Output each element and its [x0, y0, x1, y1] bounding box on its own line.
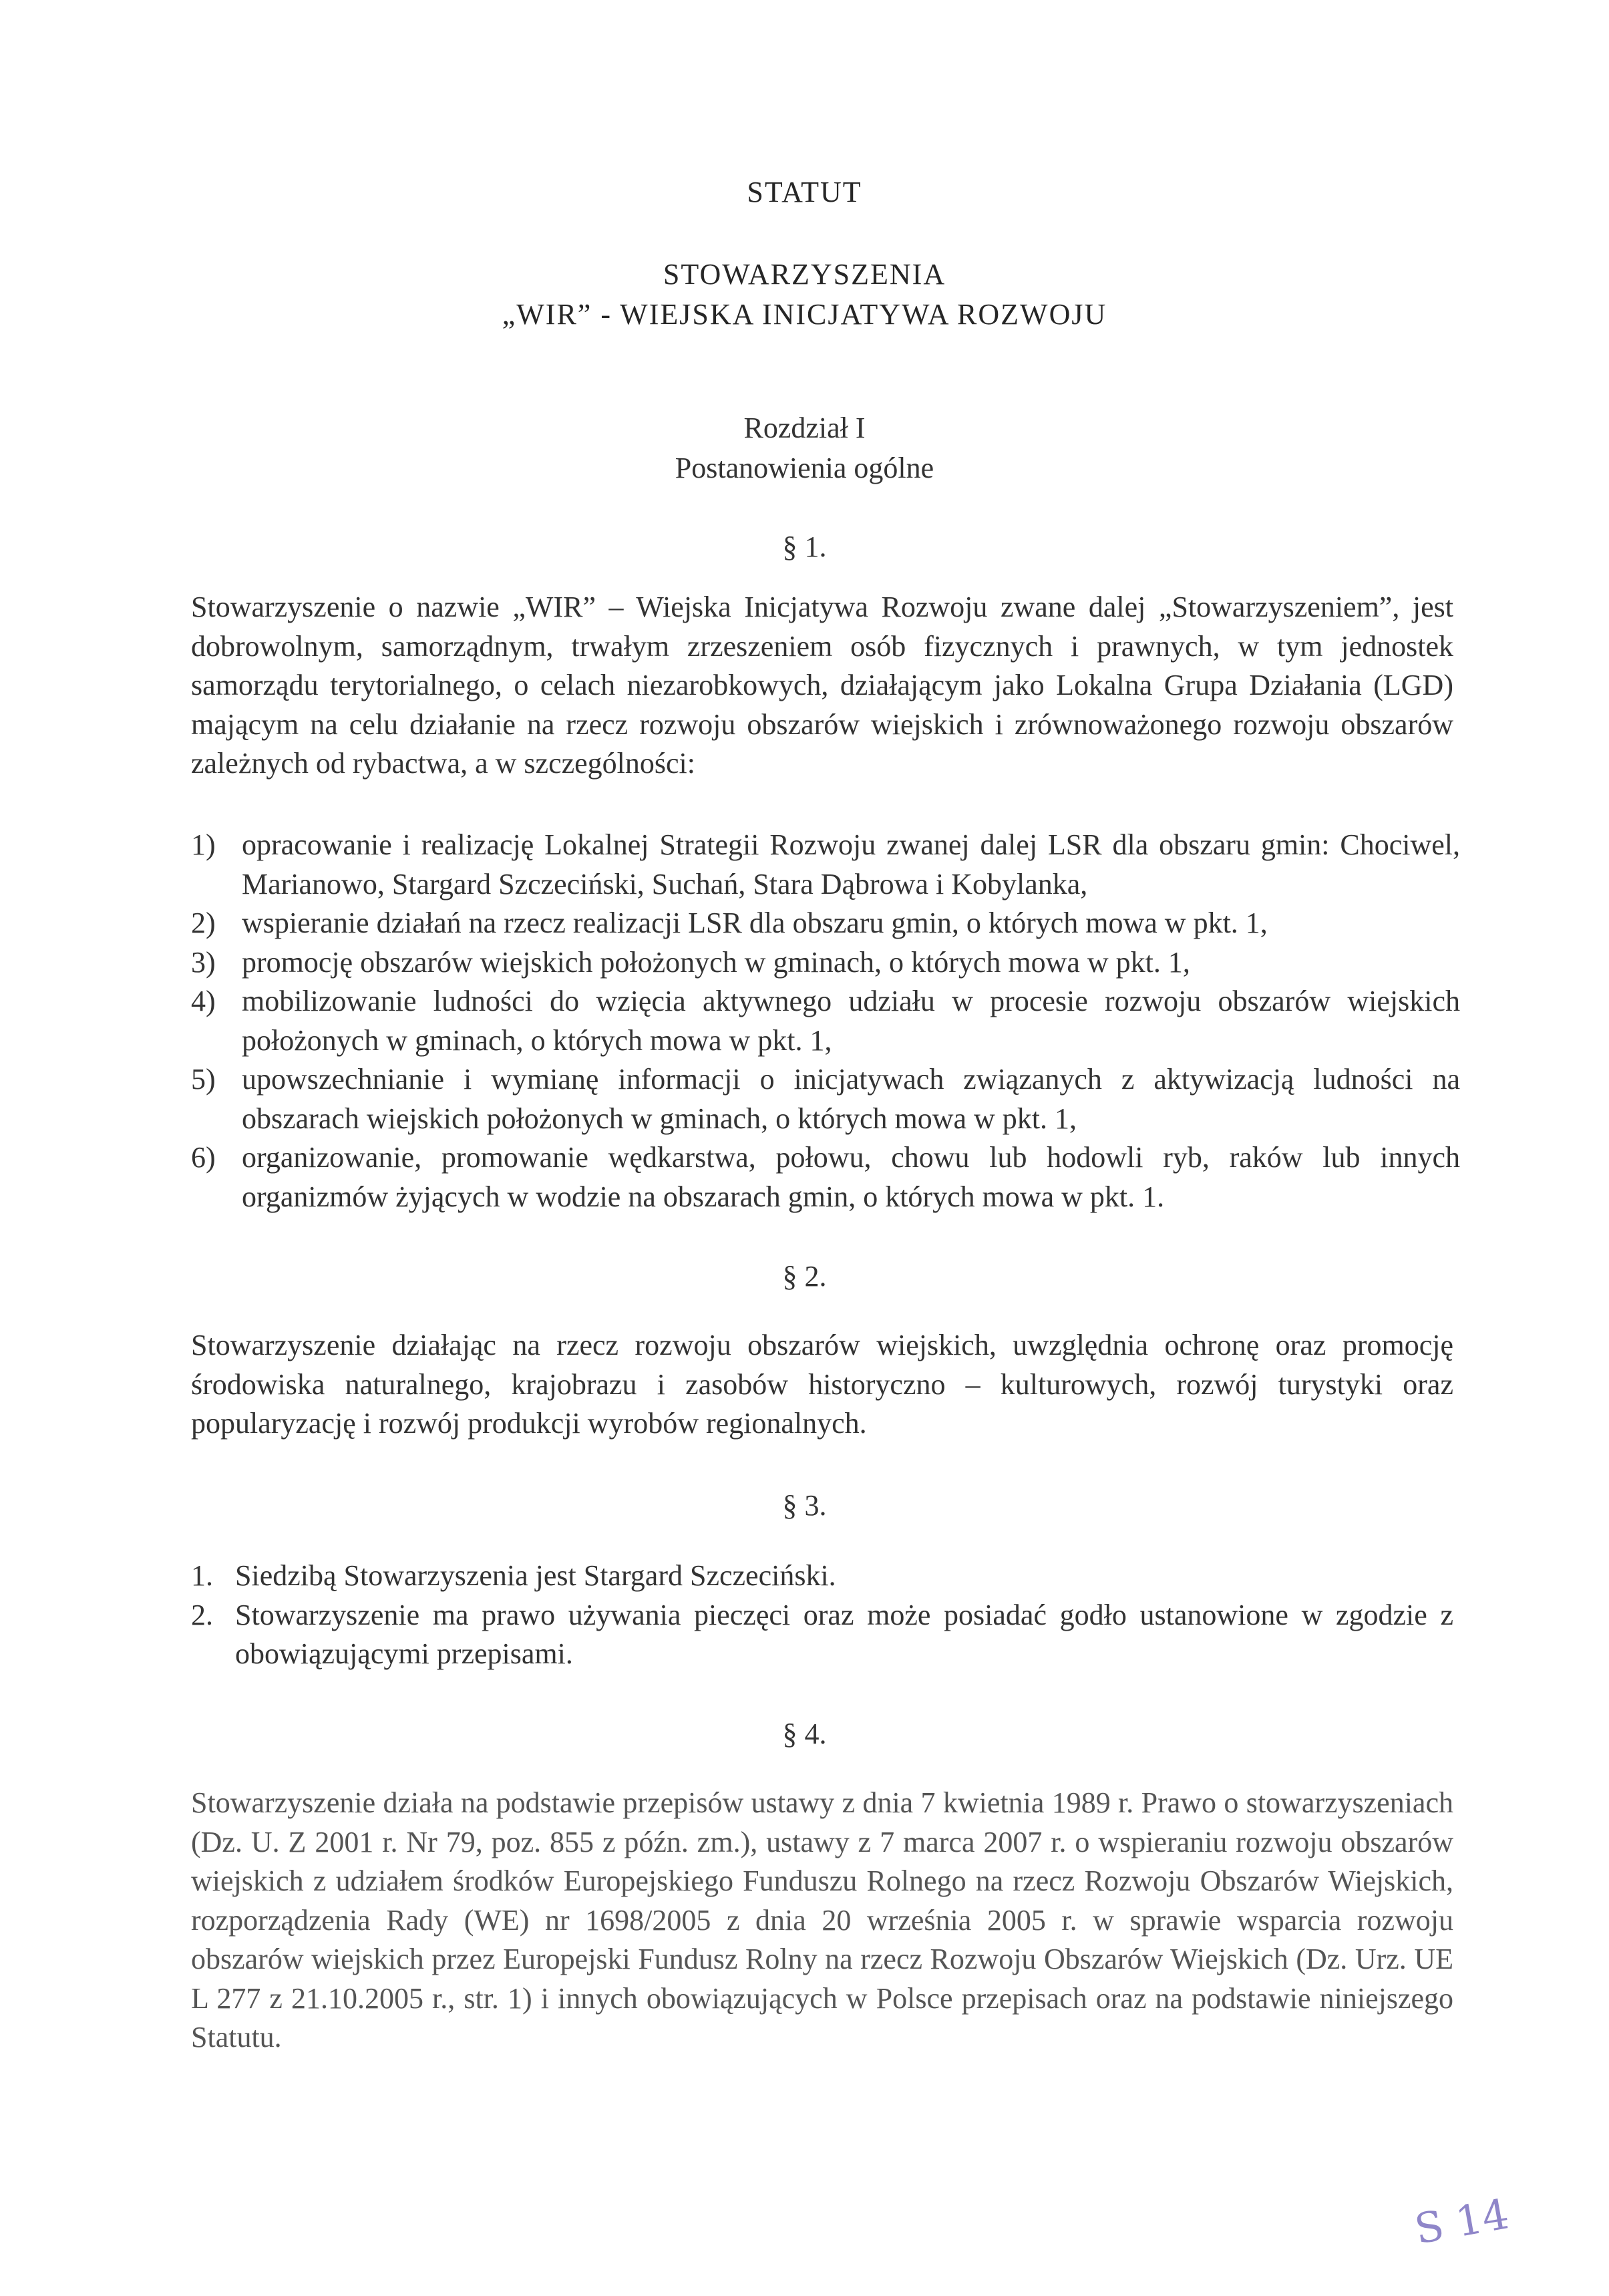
list-item-number: 2)	[191, 907, 216, 939]
list-item-number: 5)	[191, 1063, 216, 1096]
organization-name-line1: STOWARZYSZENIA	[663, 258, 946, 291]
list-item	[191, 904, 1460, 943]
list-item-number: 3)	[191, 945, 216, 979]
section-2-label: § 2.	[782, 1260, 827, 1293]
list-item	[191, 943, 1460, 983]
list-item-number: 1)	[191, 828, 216, 861]
section-1-list	[191, 826, 1460, 1216]
list-item-number: 6)	[191, 1141, 216, 1174]
section-1-intro: Stowarzyszenie o nazwie „WIR” – Wiejska Inicjatywa Rozwoju zwane dalej „Stowarzyszeniem”, jest dobrowolnym, samorządnym, trwałym zrzeszeniem osób fizycznych i prawnych, w tym jednostek samorządu terytorialnego, o celach niezarobkowych, działającym jako Lokalna Grupa Działania (LGD) mającym na celu działanie na rzecz rozwoju obszarów wiejskich i zrównoważonego rozwoju obszarów zależnych od rybactwa, a w szczególności:	[191, 591, 1453, 780]
chapter-number: Rozdział I	[743, 412, 866, 444]
organization-name-line2: „WIR” - WIEJSKA INICJATYWA ROZWOJU	[502, 298, 1107, 331]
list-item	[191, 826, 1460, 904]
list-item-text: upowszechnianie i wymianę informacji o inicjatywach związanych z aktywizacją ludności na obszarach wiejskich położonych w gminach, o których mowa w pkt. 1,	[242, 1063, 1460, 1135]
list-item	[191, 1060, 1460, 1138]
section-3-label: § 3.	[782, 1489, 827, 1522]
list-item-text: wspieranie działań na rzecz realizacji LSR dla obszaru gmin, o których mowa w pkt. 1,	[242, 907, 1268, 939]
handwritten-page-mark: S 14	[1411, 2189, 1513, 2254]
chapter-title: Postanowienia ogólne	[675, 452, 934, 484]
section-4-text: Stowarzyszenie działa na podstawie przepisów ustawy z dnia 7 kwietnia 1989 r. Prawo o stowarzyszeniach (Dz. U. Z 2001 r. Nr 79, poz. 855 z późn. zm.), ustawy z 7 marca 2007 r. o wspieraniu rozwoju obszarów wiejskich z udziałem środków Europejskiego Funduszu Rolnego na rzecz Rozwoju Obszarów Wiejskich, rozporządzenia Rady (WE) nr 1698/2005 z dnia 20 września 2005 r. w sprawie wsparcia rozwoju obszarów wiejskich przez Europejski Fundusz Rolny na rzecz Rozwoju Obszarów Wiejskich (Dz. Urz. UE L 277 z 21.10.2005 r., str. 1) i innych obowiązujących w Polsce przepisach oraz na podstawie niniejszego Statutu.	[191, 1786, 1453, 2054]
list-item-number: 2.	[191, 1598, 213, 1631]
list-item-text: opracowanie i realizację Lokalnej Strategii Rozwoju zwanej dalej LSR dla obszaru gmin: Chociwel, Marianowo, Stargard Szczeciński, Suchań, Stara Dąbrowa i Kobylanka,	[242, 828, 1460, 900]
section-4-label: § 4.	[782, 1717, 827, 1750]
list-item-text: Stowarzyszenie ma prawo używania pieczęci oraz może posiadać godło ustanowione w zgodzie z obowiązującymi przepisami.	[235, 1598, 1453, 1670]
list-item	[191, 1138, 1460, 1216]
list-item-number: 1.	[191, 1559, 213, 1592]
document-title: STATUT	[747, 176, 862, 208]
list-item-text: mobilizowanie ludności do wzięcia aktywnego udziału w procesie rozwoju obszarów wiejskich położonych w gminach, o których mowa w pkt. 1,	[242, 985, 1460, 1057]
list-item-text: promocję obszarów wiejskich położonych w gminach, o których mowa w pkt. 1,	[242, 945, 1190, 979]
list-item-number: 4)	[191, 985, 216, 1017]
list-item	[191, 1596, 1453, 1674]
list-item	[191, 1556, 1453, 1596]
list-item-text: Siedzibą Stowarzyszenia jest Stargard Szczeciński.	[235, 1559, 836, 1592]
list-item	[191, 982, 1460, 1060]
section-2-text: Stowarzyszenie działając na rzecz rozwoju obszarów wiejskich, uwzględnia ochronę oraz promocję środowiska naturalnego, krajobrazu i zasobów historyczno – kulturowych, rozwój turystyki oraz popularyzację i rozwój produkcji wyrobów regionalnych.	[191, 1329, 1453, 1440]
section-1-label: § 1.	[782, 530, 827, 563]
list-item-text: organizowanie, promowanie wędkarstwa, połowu, chowu lub hodowli ryb, raków lub innych organizmów żyjących w wodzie na obszarach gmin, o których mowa w pkt. 1.	[242, 1141, 1460, 1213]
section-3-list	[191, 1556, 1453, 1674]
